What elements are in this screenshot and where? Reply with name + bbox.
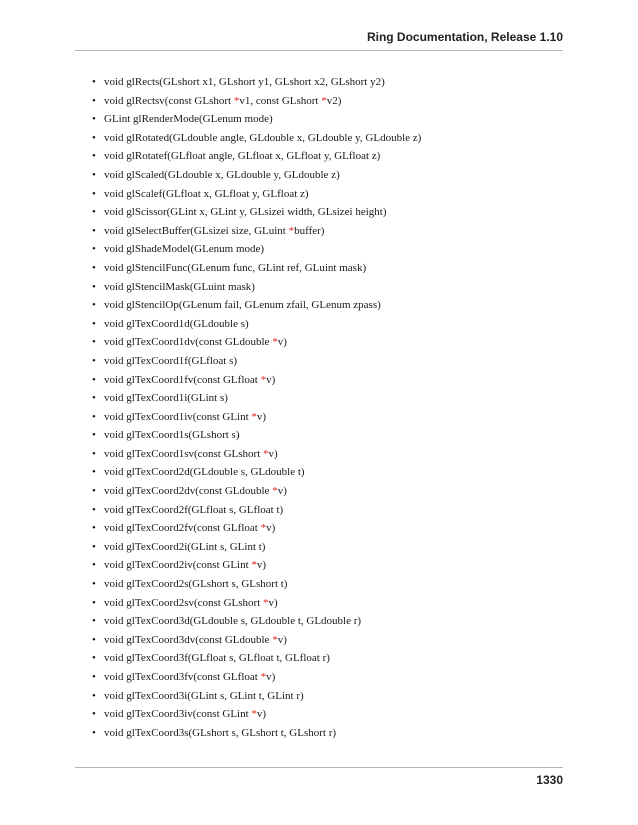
signature-text: void glRectsv(const GLshort	[104, 94, 234, 107]
list-item	[92, 445, 572, 464]
signature-text: void glStencilMask(GLuint mask)	[104, 280, 255, 293]
signature-text: void glScaled(GLdouble x, GLdouble y, GLdouble z)	[104, 168, 340, 181]
list-item	[92, 352, 572, 371]
list-item	[92, 538, 572, 557]
list-item	[92, 649, 572, 668]
signature-text: void glTexCoord2fv(const GLfloat	[104, 522, 261, 535]
bullet-icon: •	[92, 410, 96, 423]
bullet-icon: •	[92, 708, 96, 721]
list-item	[92, 333, 572, 352]
signature-text: v)	[277, 336, 287, 349]
bullet-icon: •	[92, 354, 96, 367]
list-item	[92, 575, 572, 594]
signature-text: void glTexCoord2s(GLshort s, GLshort t)	[104, 578, 288, 591]
list-item	[92, 408, 572, 427]
pointer-star: *	[272, 485, 278, 498]
pointer-star: *	[288, 224, 295, 237]
signature-text: v)	[256, 708, 267, 721]
bullet-icon: •	[92, 206, 96, 219]
signature-text: void glRotated(GLdouble angle, GLdouble x, GLdouble y, GLdouble z)	[104, 131, 422, 144]
signature-text: void glSelectBuffer(GLsizei size, GLuint	[104, 224, 289, 237]
list-item	[92, 594, 572, 613]
bullet-icon: •	[92, 652, 96, 665]
bullet-icon: •	[92, 503, 96, 516]
list-item	[92, 631, 572, 650]
bullet-icon: •	[92, 317, 96, 330]
pointer-star: *	[260, 671, 267, 683]
signature-text: v1, const GLshort	[239, 94, 322, 107]
list-item	[92, 519, 572, 538]
bullet-icon: •	[92, 522, 96, 535]
page-number: 1330	[536, 773, 563, 787]
bullet-icon: •	[92, 596, 96, 609]
list-item	[92, 147, 572, 166]
pointer-star: *	[321, 94, 327, 107]
list-item	[92, 185, 572, 204]
bullet-icon: •	[92, 168, 96, 181]
signature-text: void glTexCoord2dv(const GLdouble	[104, 485, 273, 498]
signature-text: void glScissor(GLint x, GLint y, GLsizei width, GLsizei height)	[104, 206, 387, 219]
list-item	[92, 278, 572, 297]
list-item	[92, 129, 572, 148]
bullet-icon: •	[92, 485, 96, 498]
bullet-icon: •	[92, 447, 96, 460]
bullet-icon: •	[92, 540, 96, 553]
bullet-icon: •	[92, 373, 96, 386]
pointer-star: *	[260, 522, 267, 535]
bullet-icon: •	[92, 150, 96, 163]
signature-text: v)	[256, 559, 267, 572]
signature-text: void glShadeModel(GLenum mode)	[104, 243, 265, 256]
signature-text: void glTexCoord2sv(const GLshort	[104, 596, 264, 609]
list-item	[92, 73, 572, 92]
pointer-star: *	[251, 559, 257, 572]
signature-text: void glTexCoord3fv(const GLfloat	[104, 671, 261, 683]
page-header	[75, 28, 563, 51]
list-item	[92, 240, 572, 259]
list-item	[92, 222, 572, 241]
signature-text: void glTexCoord1fv(const GLfloat	[104, 373, 261, 386]
pointer-star: *	[251, 708, 257, 721]
bullet-icon: •	[92, 261, 96, 274]
signature-text: void glTexCoord2f(GLfloat s, GLfloat t)	[104, 503, 284, 516]
list-item	[92, 296, 572, 315]
list-item	[92, 724, 572, 743]
pointer-star: *	[263, 447, 269, 460]
list-item	[92, 556, 572, 575]
bullet-icon: •	[92, 615, 96, 628]
bullet-icon: •	[92, 633, 96, 646]
signature-text: void glTexCoord3s(GLshort s, GLshort t, GLshort r)	[104, 726, 337, 739]
bullet-icon: •	[92, 671, 96, 683]
list-item	[92, 110, 572, 129]
signature-text: void glTexCoord1f(GLfloat s)	[104, 354, 238, 367]
signature-text: void glTexCoord1iv(const GLint	[104, 410, 252, 423]
signature-text: void glTexCoord1dv(const GLdouble	[104, 336, 273, 349]
list-item	[92, 315, 572, 334]
list-item	[92, 426, 572, 445]
bullet-icon: •	[92, 689, 96, 702]
list-item	[92, 668, 572, 687]
signature-text: void glTexCoord3i(GLint s, GLint t, GLint r)	[104, 689, 304, 702]
bullet-icon: •	[92, 578, 96, 591]
list-item	[92, 92, 572, 111]
pointer-star: *	[260, 373, 267, 386]
signature-text: v)	[266, 522, 276, 535]
list-item	[92, 371, 572, 390]
bullet-icon: •	[92, 94, 96, 107]
bullet-icon: •	[92, 131, 96, 144]
list-item	[92, 389, 572, 408]
signature-text: GLint glRenderMode(GLenum mode)	[104, 113, 273, 126]
pointer-star: *	[272, 336, 278, 349]
signature-text: v)	[266, 373, 276, 386]
signature-text: void glTexCoord1d(GLdouble s)	[104, 317, 249, 330]
pointer-star: *	[263, 596, 269, 609]
list-item	[92, 687, 572, 706]
signature-text: void glTexCoord2i(GLint s, GLint t)	[104, 540, 266, 553]
page-footer	[75, 767, 563, 798]
signature-text: v)	[266, 671, 276, 683]
list-item	[92, 612, 572, 631]
bullet-icon: •	[92, 224, 96, 237]
bullet-icon: •	[92, 113, 96, 126]
signature-text: void glTexCoord1s(GLshort s)	[104, 429, 240, 442]
list-item	[92, 463, 572, 482]
signature-text: v)	[277, 633, 287, 646]
signature-text: void glStencilFunc(GLenum func, GLint ref, GLuint mask)	[104, 261, 367, 274]
signature-text: void glScalef(GLfloat x, GLfloat y, GLfloat z)	[104, 187, 309, 200]
header-title: Ring Documentation, Release 1.10	[366, 30, 563, 44]
bullet-icon: •	[92, 280, 96, 293]
signature-text: v2)	[326, 94, 342, 107]
bullet-icon: •	[92, 336, 96, 349]
bullet-icon: •	[92, 392, 96, 405]
pointer-star: *	[272, 633, 278, 646]
signature-text: void glTexCoord2d(GLdouble s, GLdouble t)	[104, 466, 305, 479]
pointer-star: *	[233, 94, 240, 107]
signature-text: void glTexCoord3dv(const GLdouble	[104, 633, 273, 646]
signature-text: void glStencilOp(GLenum fail, GLenum zfail, GLenum zpass)	[104, 299, 381, 312]
bullet-icon: •	[92, 466, 96, 479]
bullet-icon: •	[92, 429, 96, 442]
signature-text: void glTexCoord3f(GLfloat s, GLfloat t, GLfloat r)	[104, 652, 330, 665]
bullet-icon: •	[92, 187, 96, 200]
document-body	[92, 73, 572, 742]
pointer-star: *	[251, 410, 257, 423]
list-item	[92, 705, 572, 724]
bullet-icon: •	[92, 76, 96, 88]
bullet-icon: •	[92, 299, 96, 312]
list-item	[92, 482, 572, 501]
signature-text: void glTexCoord1i(GLint s)	[104, 392, 228, 405]
list-item	[92, 166, 572, 185]
bullet-icon: •	[92, 243, 96, 256]
bullet-icon: •	[92, 726, 96, 739]
signature-text: v)	[256, 410, 267, 423]
signature-text: v)	[277, 485, 287, 498]
signature-text: void glTexCoord1sv(const GLshort	[104, 447, 264, 460]
list-item	[92, 203, 572, 222]
bullet-icon: •	[92, 559, 96, 572]
signature-text: void glTexCoord3d(GLdouble s, GLdouble t, GLdouble r)	[104, 615, 362, 628]
signature-text: buffer)	[294, 224, 325, 237]
signature-text: v)	[268, 596, 278, 609]
function-list	[92, 73, 572, 742]
signature-text: void glTexCoord2iv(const GLint	[104, 559, 252, 572]
list-item	[92, 501, 572, 520]
list-item	[92, 259, 572, 278]
signature-text: void glRects(GLshort x1, GLshort y1, GLshort x2, GLshort y2)	[104, 76, 385, 88]
signature-text: void glRotatef(GLfloat angle, GLfloat x, GLfloat y, GLfloat z)	[104, 150, 381, 163]
signature-text: v)	[268, 447, 278, 460]
signature-text: void glTexCoord3iv(const GLint	[104, 708, 252, 721]
